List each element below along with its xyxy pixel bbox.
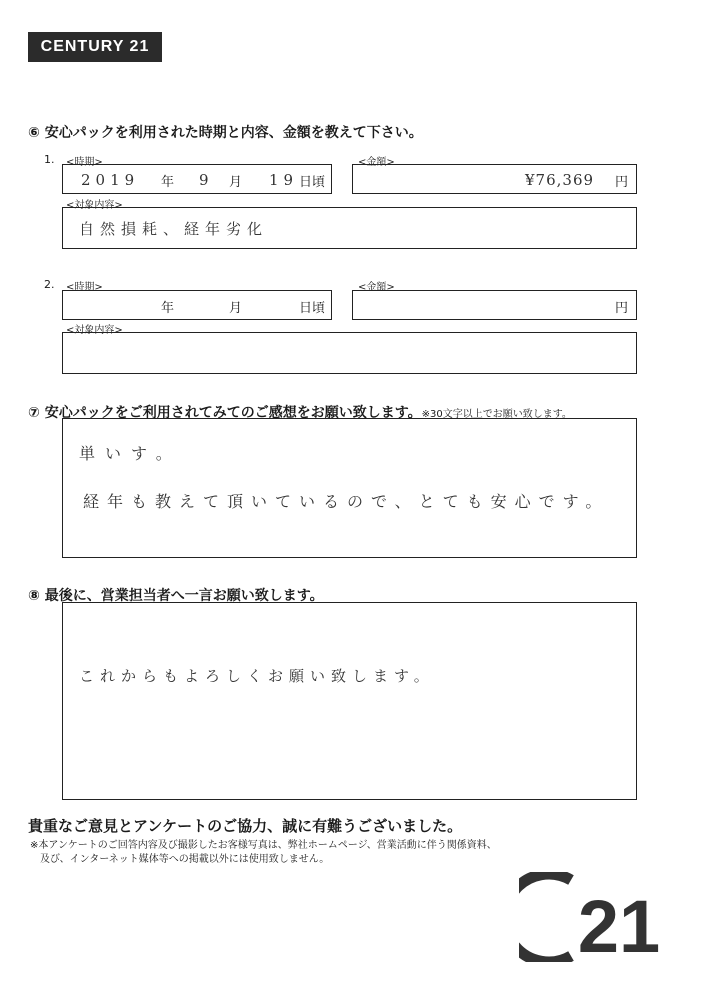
entry-1-month-unit: 月 [229,175,243,190]
entry-1-time-field[interactable] [62,164,332,194]
question-7-answer-line-1: 単いす。 [79,444,182,463]
entry-1-time-label: <時期> [66,157,103,168]
entry-1-target-label: <対象内容> [66,200,123,211]
question-7-answer-box[interactable] [62,418,637,558]
entry-1-amount-unit: 円 [615,175,629,190]
privacy-note-line-1: ※本アンケートのご回答内容及び撮影したお客様写真は、弊社ホームページ、営業活動に伴う関係資料、 [30,840,497,851]
entry-1-target-value: 自然損耗、経年劣化 [79,220,269,238]
entry-1-year-unit: 年 [161,175,175,190]
emblem-text: 21 [577,885,661,962]
entry-1-day-unit: 日頃 [299,175,326,190]
entry-1-amount-field[interactable] [352,164,637,194]
question-8-answer-box[interactable] [62,602,637,800]
entry-1-number: 1. [44,153,55,166]
entry-2-time-label: <時期> [66,282,103,293]
thanks-message: 貴重なご意見とアンケートのご協力、誠に有難うございました。 [28,817,463,835]
century21-emblem [519,872,669,962]
entry-2-time-field[interactable] [62,290,332,320]
entry-2-target-field[interactable] [62,332,637,374]
entry-2-amount-label: <金額> [358,282,395,293]
question-8-answer: これからもよろしくお願い致します。 [79,667,435,685]
entry-2-day-unit: 日頃 [299,301,326,316]
entry-2-amount-unit: 円 [615,301,629,316]
question-6-title: ⑥ 安心パックを利用された時期と内容、金額を教えて下さい。 [28,125,423,141]
entry-2-year-unit: 年 [161,301,175,316]
question-7-note: ※30文字以上でお願い致します。 [421,409,572,420]
question-7-text: ⑦ 安心パックをご利用されてみてのご感想をお願い致します。 [28,405,422,421]
entry-2-target-label: <対象内容> [66,325,123,336]
entry-2-month-unit: 月 [229,301,243,316]
entry-1-amount-value: ¥76,369 [525,171,595,189]
entry-1-day-value: 19 [269,171,299,189]
entry-1-target-field[interactable] [62,207,637,249]
entry-1-month-value: 9 [199,171,214,189]
century21-logo: CENTURY 21 [28,32,162,62]
entry-1-year-value: 2019 [81,171,140,189]
question-7-answer-line-2: 経年も教えて頂いているので、とても安心です。 [83,492,610,511]
privacy-note-line-2: 及び、インターネット媒体等への掲載以外には使用致しません。 [40,854,330,865]
entry-1-amount-label: <金額> [358,157,395,168]
entry-2-number: 2. [44,278,55,291]
entry-2-amount-field[interactable] [352,290,637,320]
question-8-title: ⑧ 最後に、営業担当者へ一言お願い致します。 [28,588,324,604]
